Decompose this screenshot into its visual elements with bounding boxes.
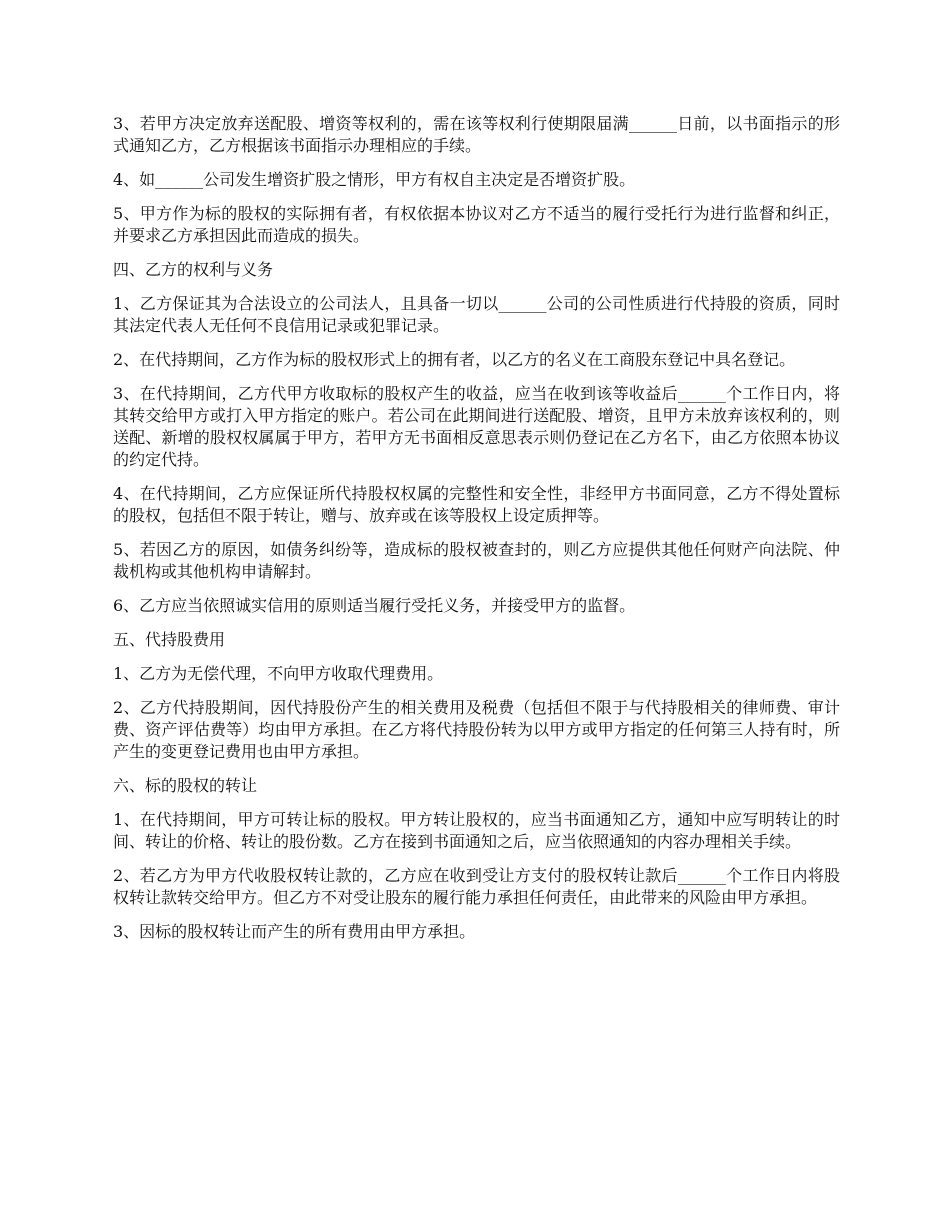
paragraph-b-clause-2-registration: 2、在代持期间，乙方作为标的股权形式上的拥有者，以乙方的名义在工商股东登记中具名登记。 [113, 350, 796, 369]
paragraph-clause-3-waive-rights: 3、若甲方决定放弃送配股、增资等权利的，需在该等权利行使期限届满______日前，以书面指示的形式通知乙方，乙方根据该书面指示办理相应的手续。 [113, 114, 840, 155]
section-heading-party-b-rights: 四、乙方的权利与义务 [113, 260, 274, 279]
paragraph-transfer-clause-2: 2、若乙方为甲方代收股权转让款的，乙方应在收到受让方支付的股权转让款后______个工作日内将股权转让款转交给甲方。但乙方不对受让股东的履行能力承担任何责任，由此带来的风险由甲方承担。 [113, 866, 840, 907]
paragraph-b-clause-4-integrity: 4、在代持期间，乙方应保证所代持股权权属的完整性和安全性，非经甲方书面同意，乙方不得处置标的股权，包括但不限于转让，赠与、放弃或在该等股权上设定质押等。 [113, 484, 840, 525]
section-heading-fees: 五、代持股费用 [113, 630, 226, 649]
paragraph-b-clause-6-good-faith: 6、乙方应当依照诚实信用的原则适当履行受托义务，并接受甲方的监督。 [113, 596, 636, 615]
paragraph-clause-4-capital-increase: 4、如______公司发生增资扩股之情形，甲方有权自主决定是否增资扩股。 [113, 170, 636, 189]
paragraph-fees-clause-1: 1、乙方为无偿代理，不向甲方收取代理费用。 [113, 664, 444, 683]
paragraph-b-clause-5-seizure: 5、若因乙方的原因，如债务纠纷等，造成标的股权被查封的，则乙方应提供其他任何财产向法院、仲裁机构或其他机构申请解封。 [113, 540, 840, 581]
paragraph-clause-5-supervision: 5、甲方作为标的股权的实际拥有者，有权依据本协议对乙方不适当的履行受托行为进行监督和纠正，并要求乙方承担因此而造成的损失。 [113, 204, 840, 245]
paragraph-transfer-clause-3: 3、因标的股权转让而产生的所有费用由甲方承担。 [113, 922, 476, 941]
section-heading-transfer: 六、标的股权的转让 [113, 776, 258, 795]
paragraph-transfer-clause-1: 1、在代持期间，甲方可转让标的股权。甲方转让股权的，应当书面通知乙方，通知中应写明转让的时间、转让的价格、转让的股份数。乙方在接到书面通知之后，应当依照通知的内容办理相关手续。 [113, 810, 840, 851]
paragraph-fees-clause-2: 2、乙方代持股期间，因代持股份产生的相关费用及税费（包括但不限于与代持股相关的律师费、审计费、资产评估费等）均由甲方承担。在乙方将代持股份转为以甲方或甲方指定的任何第三人持有时，所产生的变更登记费用也由甲方承担。 [113, 698, 840, 761]
paragraph-b-clause-3-income: 3、在代持期间，乙方代甲方收取标的股权产生的收益，应当在收到该等收益后______个工作日内，将其转交给甲方或打入甲方指定的账户。若公司在此期间进行送配股、增资，且甲方未放弃该权利的，则送配、新增的股权权属属于甲方，若甲方无书面相反意思表示则仍登记在乙方名下，由乙方依照本协议的约定代持。 [113, 384, 840, 469]
paragraph-b-clause-1-qualification: 1、乙方保证其为合法设立的公司法人，且具备一切以______公司的公司性质进行代持股的资质，同时其法定代表人无任何不良信用记录或犯罪记录。 [113, 294, 840, 335]
